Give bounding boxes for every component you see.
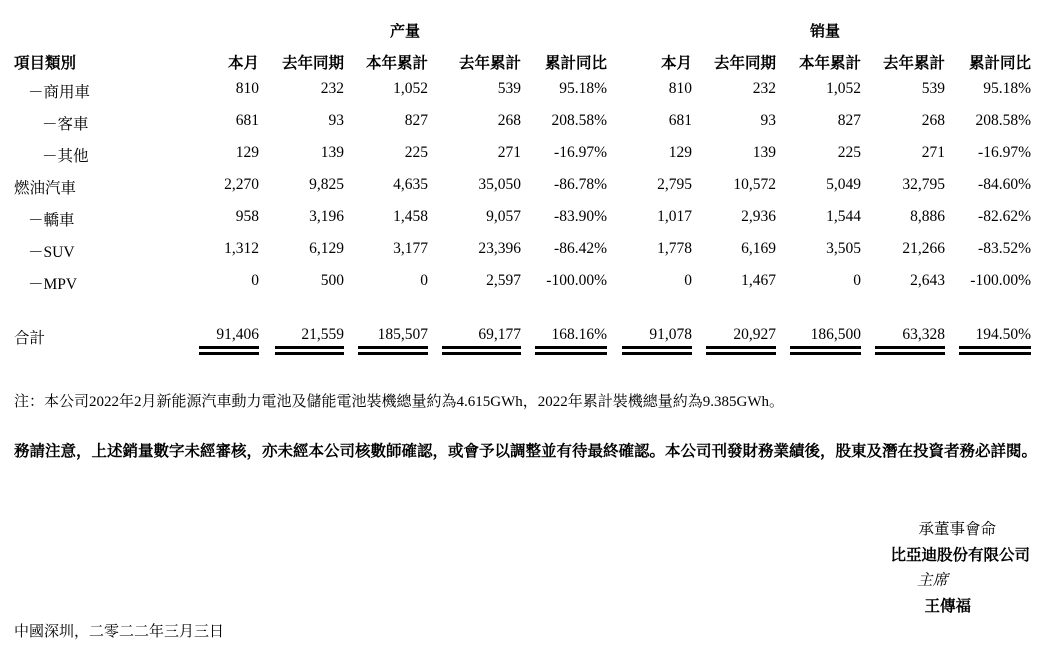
signature-title: 主席 [916,572,948,589]
double-underline [199,346,259,355]
signature-company: 比亞迪股份有限公司 [890,547,1030,564]
row-label: －其他 [42,148,89,165]
column-header: 去年同期 [713,55,776,72]
double-underline [275,346,344,355]
table-cell: 827 [837,112,861,129]
table-cell: 1,017 [657,208,692,225]
table-cell: 208.58% [551,112,607,129]
table-cell: 139 [752,144,776,161]
table-cell: 268 [921,112,945,129]
table-cell: 1,467 [741,272,776,289]
table-cell: 500 [320,272,344,289]
table-cell: -86.42% [554,240,607,257]
row-label: －商用車 [28,84,91,101]
table-cell: 810 [235,80,259,97]
column-header: 本年累計 [365,55,428,72]
table-cell: 0 [853,272,861,289]
table-cell: 95.18% [559,80,607,97]
table-cell: 1,052 [393,80,428,97]
table-cell: -100.00% [546,272,607,289]
table-cell: 139 [320,144,344,161]
table-cell: 2,270 [224,176,259,193]
table-cell: -82.62% [978,208,1031,225]
table-cell: 271 [497,144,521,161]
total-label: 合計 [14,330,46,347]
total-cell: 185,507 [377,326,428,343]
table-cell: 2,936 [741,208,776,225]
table-cell: 810 [668,80,692,97]
table-cell: 3,505 [826,240,861,257]
header-category: 項目類別 [14,55,77,72]
table-cell: 2,643 [910,272,945,289]
double-underline [706,346,776,355]
table-cell: 3,196 [309,208,344,225]
table-cell: 3,177 [393,240,428,257]
note-text: 注：本公司2022年2月新能源汽車動力電池及儲能電池裝機總量約為4.615GWh，2022年累計裝機總量約為9.385GWh。 [14,394,784,410]
table-cell: 232 [320,80,344,97]
total-cell: 91,406 [216,326,259,343]
column-header: 去年同期 [281,55,344,72]
double-underline [535,346,607,355]
table-cell: 6,169 [741,240,776,257]
table-cell: 2,597 [486,272,521,289]
column-header: 本年累計 [798,55,861,72]
table-cell: 0 [251,272,259,289]
table-cell: 6,129 [309,240,344,257]
double-underline [959,346,1031,355]
table-cell: 93 [328,112,344,129]
row-label: －轎車 [28,212,75,229]
table-cell: 271 [921,144,945,161]
double-underline [875,346,945,355]
double-underline [622,346,692,355]
table-cell: 539 [497,80,521,97]
total-cell: 69,177 [478,326,521,343]
table-cell: 225 [837,144,861,161]
table-cell: 1,458 [393,208,428,225]
table-cell: -86.78% [554,176,607,193]
table-cell: -100.00% [970,272,1031,289]
group-header-sales: 销量 [809,24,840,40]
column-header: 本月 [660,55,692,72]
row-label: －SUV [28,244,75,261]
warning-text: 務請注意，上述銷量數字未經審核，亦未經本公司核數師確認，或會予以調整並有待最終確認。本公司刊發財務業績後，股東及潛在投資者務必詳閱。 [14,443,1038,460]
total-cell: 186,500 [810,326,861,343]
table-cell: 5,049 [826,176,861,193]
table-cell: 681 [235,112,259,129]
place-date: 中國深圳，二零二二年三月三日 [14,624,225,640]
total-cell: 21,559 [301,326,344,343]
table-cell: 8,886 [910,208,945,225]
column-header: 本月 [227,55,259,72]
table-cell: 1,052 [826,80,861,97]
double-underline [442,346,521,355]
table-cell: 268 [497,112,521,129]
table-cell: 1,778 [657,240,692,257]
table-cell: 0 [684,272,692,289]
table-cell: 129 [668,144,692,161]
table-cell: -84.60% [978,176,1031,193]
double-underline [790,346,861,355]
total-cell: 63,328 [902,326,945,343]
table-cell: 539 [921,80,945,97]
row-label: 燃油汽車 [14,180,77,197]
table-cell: 9,825 [309,176,344,193]
double-underline [358,346,428,355]
group-header-production: 产量 [389,24,420,40]
table-cell: 129 [235,144,259,161]
table-cell: -83.90% [554,208,607,225]
total-cell: 194.50% [975,326,1031,343]
table-cell: 93 [760,112,776,129]
signature-line1: 承董事會命 [918,521,996,538]
table-cell: -83.52% [978,240,1031,257]
total-cell: 20,927 [733,326,776,343]
table-cell: 1,544 [826,208,861,225]
column-header: 去年累計 [882,55,945,72]
column-header: 累計同比 [968,55,1031,72]
table-cell: 95.18% [983,80,1031,97]
table-cell: 225 [404,144,428,161]
table-cell: 35,050 [478,176,521,193]
table-cell: 9,057 [486,208,521,225]
signature-name: 王傳福 [924,598,971,615]
table-cell: -16.97% [554,144,607,161]
table-cell: 681 [668,112,692,129]
row-label: －客車 [42,116,89,133]
table-cell: 232 [752,80,776,97]
total-cell: 91,078 [649,326,692,343]
table-cell: 21,266 [902,240,945,257]
table-cell: 32,795 [902,176,945,193]
table-cell: 2,795 [657,176,692,193]
table-cell: 10,572 [733,176,776,193]
row-label: －MPV [28,276,78,293]
total-cell: 168.16% [551,326,607,343]
table-cell: 4,635 [393,176,428,193]
table-cell: 827 [404,112,428,129]
table-cell: 958 [235,208,259,225]
table-cell: 0 [420,272,428,289]
column-header: 累計同比 [544,55,607,72]
table-cell: -16.97% [978,144,1031,161]
table-cell: 23,396 [478,240,521,257]
table-cell: 208.58% [975,112,1031,129]
column-header: 去年累計 [458,55,521,72]
table-cell: 1,312 [224,240,259,257]
